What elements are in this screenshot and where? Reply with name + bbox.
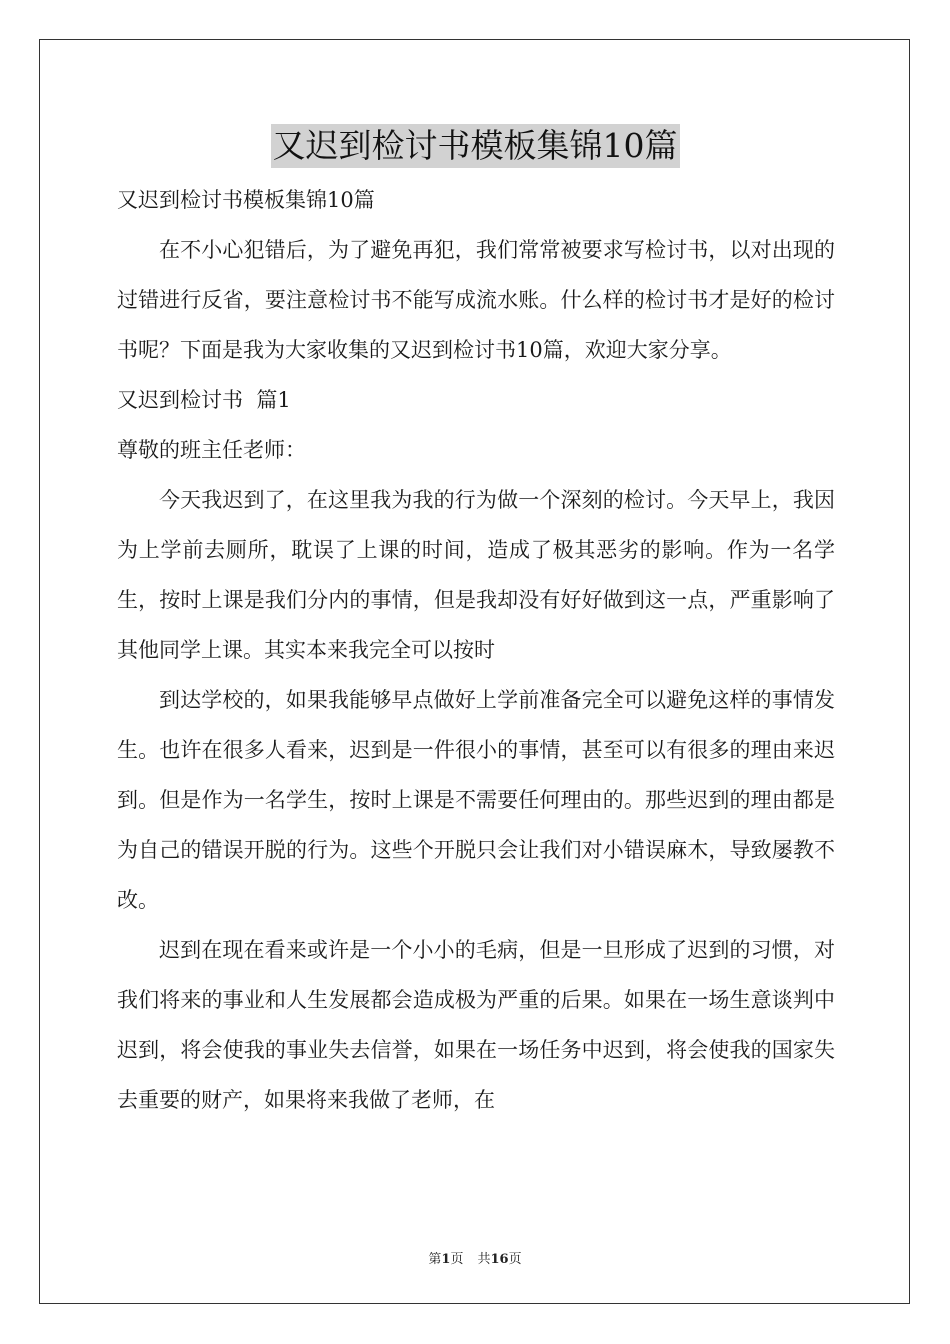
salutation: 尊敬的班主任老师： [117, 438, 306, 462]
total-page-count: 16 [490, 1252, 509, 1267]
body-paragraph: 到达学校的，如果我能够早点做好上学前准备完全可以避免这样的事情发生。也许在很多人看来，迟到是一件很小的事情，甚至可以有很多的理由来迟到。但是作为一名学生，按时上课是不需要任何理由的。那些迟到的理由都是为自己的错误开脱的行为。这些个开脱只会让我们对小错误麻木，导致屡教不改。 [117, 688, 835, 912]
intro-paragraph: 在不小心犯错后，为了避免再犯，我们常常被要求写检讨书，以对出现的过错进行反省，要注意检讨书不能写成流水账。什么样的检讨书才是好的检讨书呢？下面是我为大家收集的又迟到检讨书10篇，欢迎大家分享。 [117, 238, 835, 362]
page-footer [0, 1248, 950, 1267]
section-heading: 又迟到检讨书 篇1 [117, 388, 291, 412]
document-title: 又迟到检讨书模板集锦10篇 [271, 124, 680, 168]
current-page-number: 1 [441, 1252, 451, 1267]
total-pages-prefix: 共 [477, 1252, 491, 1267]
total-pages-suffix: 页 [508, 1252, 522, 1267]
subtitle-paragraph: 又迟到检讨书模板集锦10篇 [117, 188, 375, 212]
page-number-prefix: 第 [428, 1252, 442, 1267]
document-body [117, 175, 835, 1125]
page-number-suffix: 页 [450, 1252, 464, 1267]
body-paragraph: 今天我迟到了，在这里我为我的行为做一个深刻的检讨。今天早上，我因为上学前去厕所，耽误了上课的时间，造成了极其恶劣的影响。作为一名学生，按时上课是我们分内的事情，但是我却没有好好做到这一点，严重影响了其他同学上课。其实本来我完全可以按时 [117, 488, 835, 662]
body-paragraph: 迟到在现在看来或许是一个小小的毛病，但是一旦形成了迟到的习惯，对我们将来的事业和人生发展都会造成极为严重的后果。如果在一场生意谈判中迟到，将会使我的事业失去信誉，如果在一场任务中迟到，将会使我的国家失去重要的财产，如果将来我做了老师，在 [117, 938, 835, 1112]
title-container [0, 124, 950, 168]
